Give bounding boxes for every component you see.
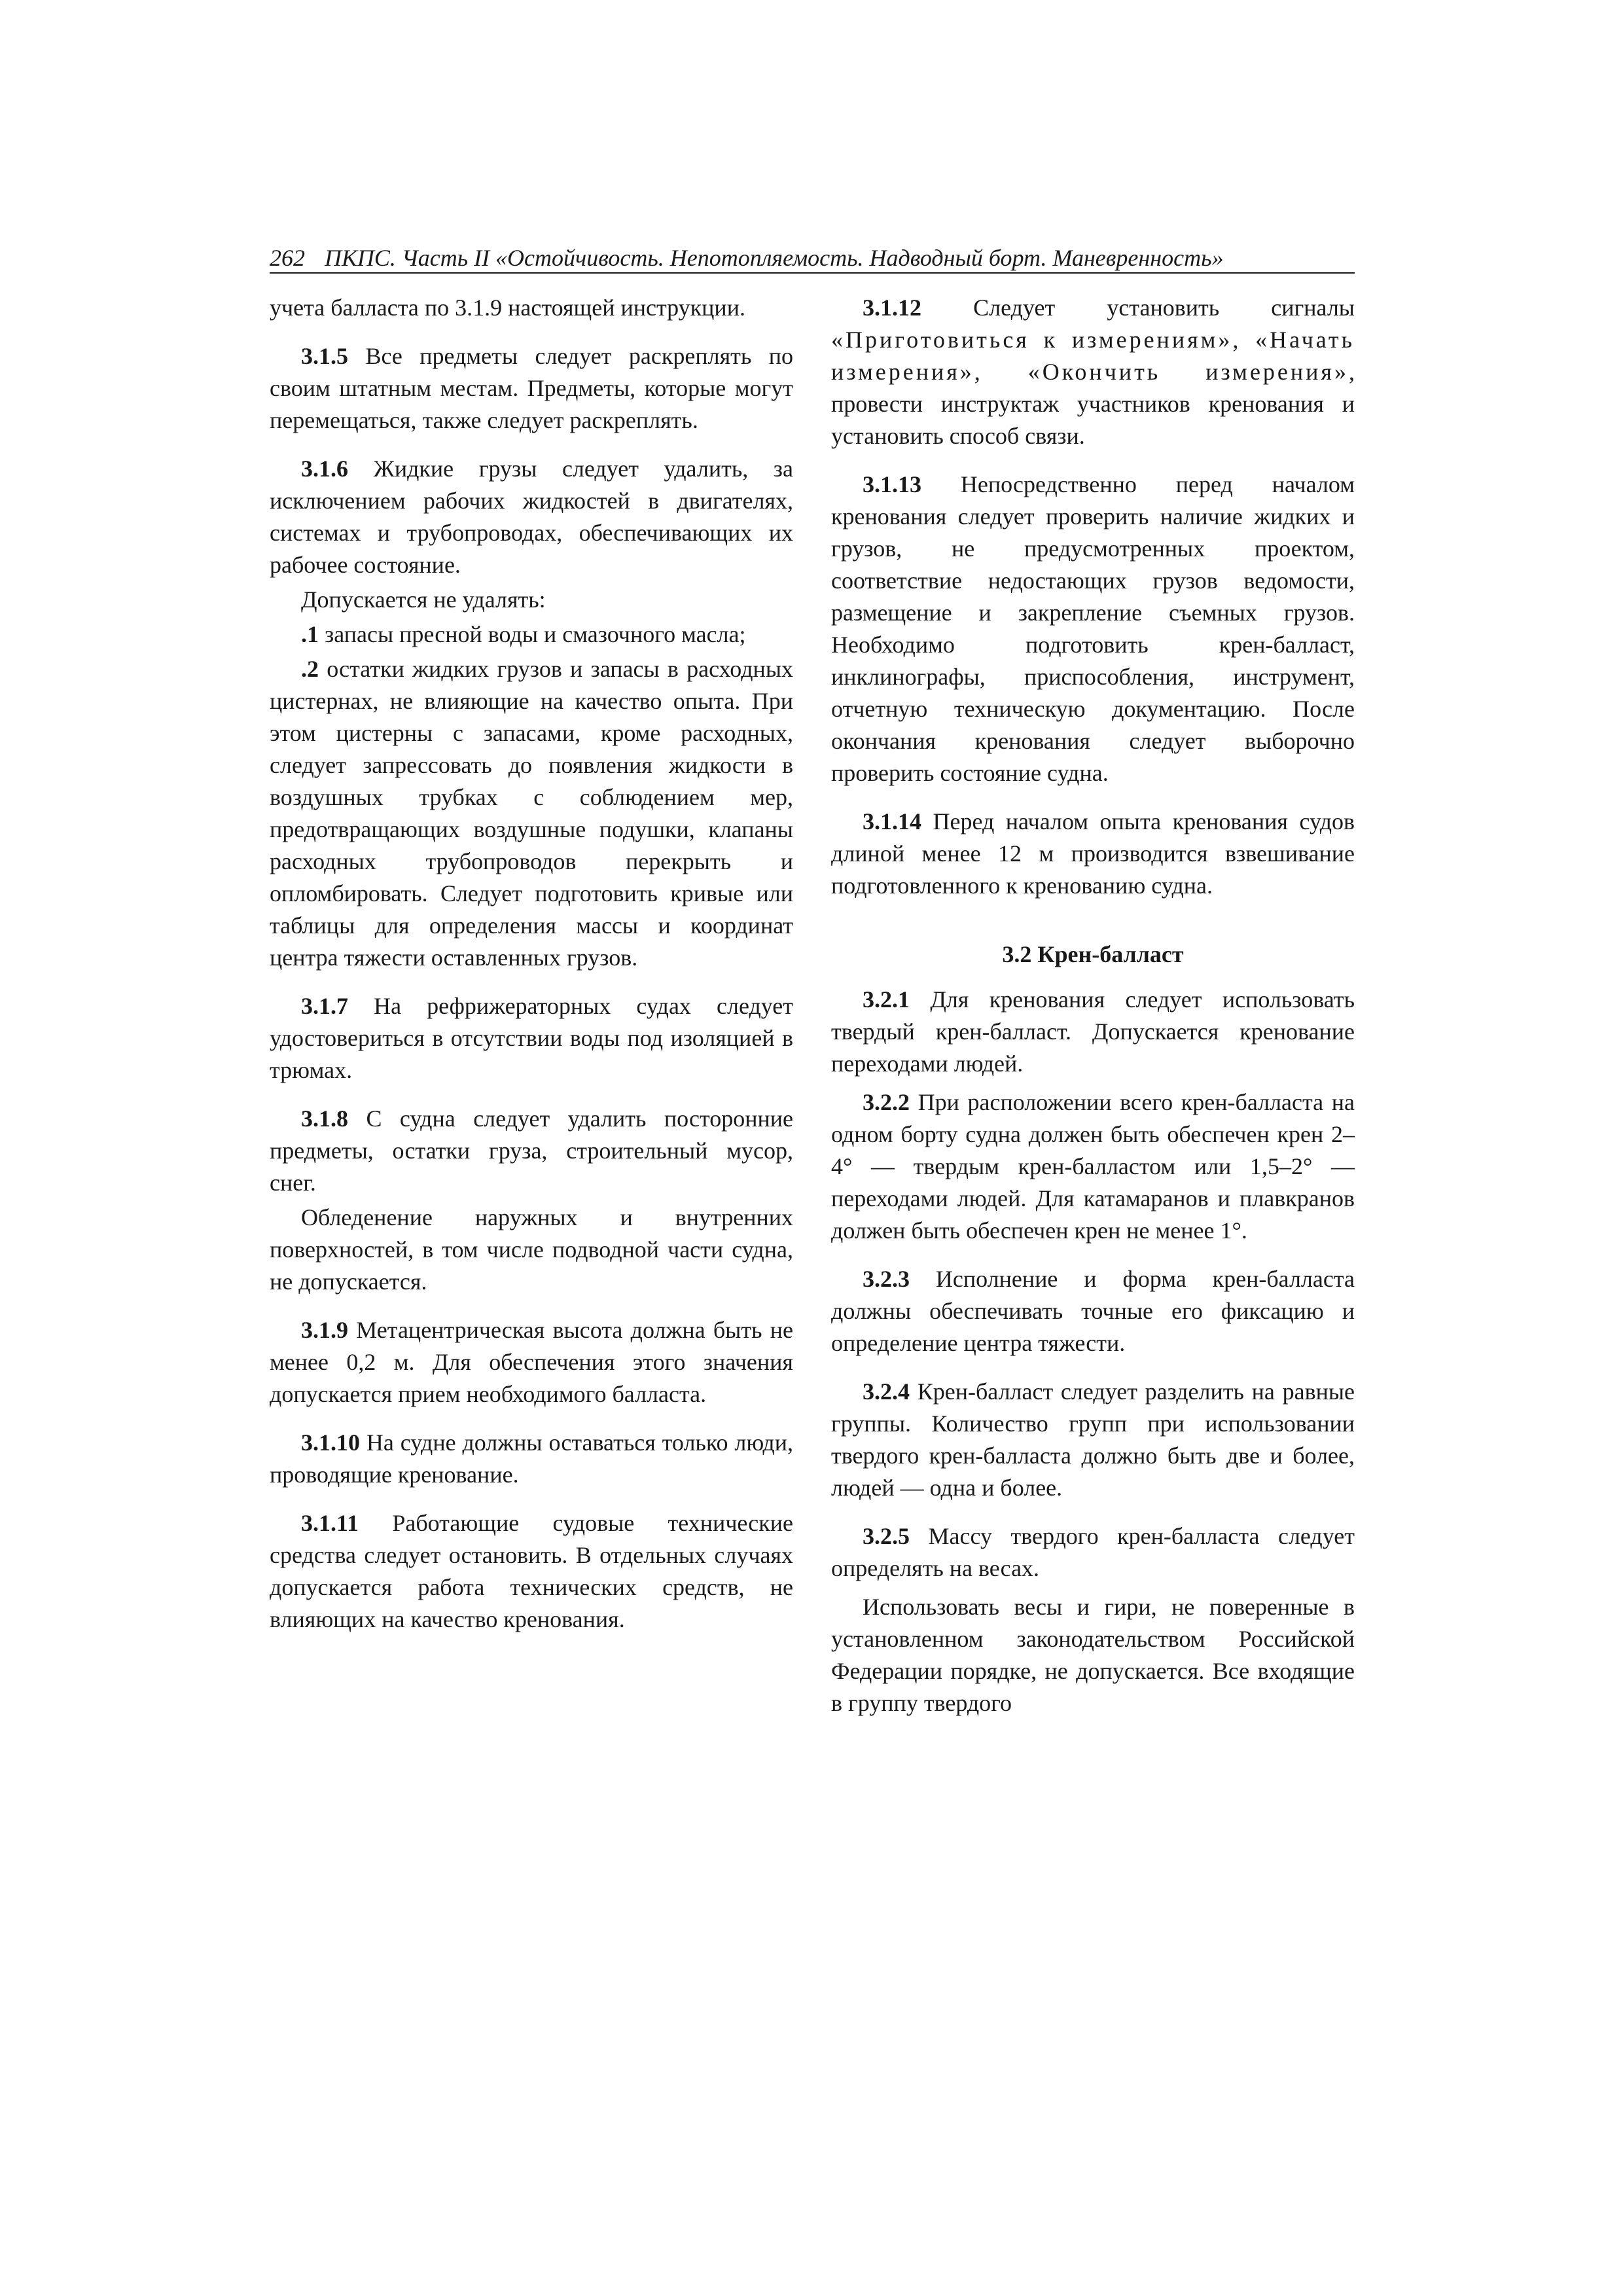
paragraph-3-1-10: 3.1.10 На судне должны оставаться только люди, проводящие кренование. <box>270 1429 794 1488</box>
clause-number: 3.2.5 <box>863 1523 910 1549</box>
right-column <box>831 292 1355 1736</box>
paragraph-3-1-7: 3.1.7 На рефрижераторных судах следует удостовериться в отсутствии воды под изоляцией в трюмах. <box>270 993 794 1083</box>
paragraph-3-2-3: 3.2.3 Исполнение и форма крен-балласта должны обеспечивать точные его фиксацию и определение центра тяжести. <box>831 1266 1355 1356</box>
clause-number: 3.1.14 <box>863 808 921 834</box>
paragraph-scales: Использовать весы и гири, не поверенные в установленном законодательством Российской Федерации порядке, не допускается. Все входящие в группу твердого <box>831 1594 1355 1716</box>
clause-number: 3.1.11 <box>301 1510 359 1536</box>
paragraph-3-1-12: 3.1.12 Следует установить сигналы «Приготовиться к измерениям», «Начать измерения», «Окончить измерения», провести инструктаж участников кренования и установить способ связи. <box>831 295 1355 449</box>
list-item-2: .2 остатки жидких грузов и запасы в расходных цистернах, не влияющие на качество опыта. При этом цистерны с запасами, кроме расходных, следует запрессовать до появления жидкости в воздушных трубках с соблюдением мер, предотвращающих воздушные подушки, клапаны расходных трубопроводов перекрыть и опломбировать. Следует подготовить кривые или таблицы для определения массы и координат центра тяжести оставленных грузов. <box>270 656 794 971</box>
signal-names: «Приготовиться к измерениям», «Начать измерения», «Окончить измерения» <box>831 327 1355 385</box>
page-number: 262 <box>270 245 305 271</box>
paragraph-3-1-13: 3.1.13 Непосредственно перед началом кренования следует проверить наличие жидких и грузов, не предусмотренных проектом, соответствие недостающих грузов ведомости, размещение и закрепление съемных грузов. Необходимо подготовить крен-балласт, инклинографы, приспособления, инструмент, отчетную техническую документацию. После окончания кренования следует выборочно проверить состояние судна. <box>831 471 1355 786</box>
paragraph-icing: Обледенение наружных и внутренних поверхностей, в том числе подводной части судна, не допускается. <box>270 1204 793 1295</box>
clause-number: 3.1.7 <box>301 993 348 1019</box>
clause-number: 3.2.3 <box>863 1266 910 1292</box>
clause-number: 3.1.6 <box>301 456 348 482</box>
clause-number: 3.1.5 <box>301 343 348 369</box>
clause-number: 3.2.4 <box>863 1378 910 1405</box>
paragraph-3-2-5: 3.2.5 Массу твердого крен-балласта следует определять на весах. <box>831 1523 1355 1581</box>
paragraph-3-1-9: 3.1.9 Метацентрическая высота должна быть не менее 0,2 м. Для обеспечения этого значения допускается прием необходимого балласта. <box>270 1317 794 1407</box>
left-column <box>270 292 793 1652</box>
paragraph-3-2-2: 3.2.2 При расположении всего крен-балласта на одном борту судна должен быть обеспечен крен 2–4° — твердым крен-балластом или 1,5–2° — переходами людей. Для катамаранов и плавкранов должен быть обеспечен крен не менее 1°. <box>831 1089 1355 1244</box>
running-title: ПКПС. Часть II «Остойчивость. Непотопляемость. Надводный борт. Маневренность» <box>325 245 1224 271</box>
clause-number: 3.1.12 <box>863 295 921 321</box>
paragraph-3-2-4: 3.2.4 Крен-балласт следует разделить на равные группы. Количество групп при использовании твердого крен-балласта должно быть две и более, людей — одна и более. <box>831 1378 1355 1501</box>
clause-number: 3.2.1 <box>863 986 910 1013</box>
paragraph-3-1-5: 3.1.5 Все предметы следует раскреплять по своим штатным местам. Предметы, которые могут перемещаться, также следует раскреплять. <box>270 343 793 433</box>
clause-number: 3.1.9 <box>301 1317 348 1343</box>
running-header <box>270 243 1355 274</box>
paragraph-allowed-intro: Допускается не удалять: <box>301 586 546 613</box>
paragraph-3-1-6: 3.1.6 Жидкие грузы следует удалить, за исключением рабочих жидкостей в двигателях, системах и трубопроводах, обеспечивающих их рабочее состояние. <box>270 456 793 578</box>
clause-number: 3.1.13 <box>863 471 921 497</box>
paragraph-3-1-14: 3.1.14 Перед началом опыта кренования судов длиной менее 12 м производится взвешивание подготовленного к кренованию судна. <box>831 808 1355 899</box>
clause-number: 3.2.2 <box>863 1089 910 1115</box>
paragraph-3-1-11: 3.1.11 Работающие судовые технические средства следует остановить. В отдельных случаях допускается работа технических средств, не влияющих на качество кренования. <box>270 1510 794 1632</box>
clause-number: 3.1.8 <box>301 1105 348 1132</box>
paragraph-continuation: учета балласта по 3.1.9 настоящей инструкции. <box>270 295 745 321</box>
list-item-1: .1 запасы пресной воды и смазочного масла; <box>301 621 746 647</box>
item-number: .1 <box>301 621 319 647</box>
paragraph-3-1-8: 3.1.8 С судна следует удалить посторонние предметы, остатки груза, строительный мусор, снег. <box>270 1105 794 1196</box>
item-number: .2 <box>301 656 319 682</box>
paragraph-3-2-1: 3.2.1 Для кренования следует использовать твердый крен-балласт. Допускается кренование переходами людей. <box>831 986 1355 1077</box>
section-heading: 3.2 Крен-балласт <box>1002 941 1184 967</box>
clause-number: 3.1.10 <box>301 1429 360 1456</box>
